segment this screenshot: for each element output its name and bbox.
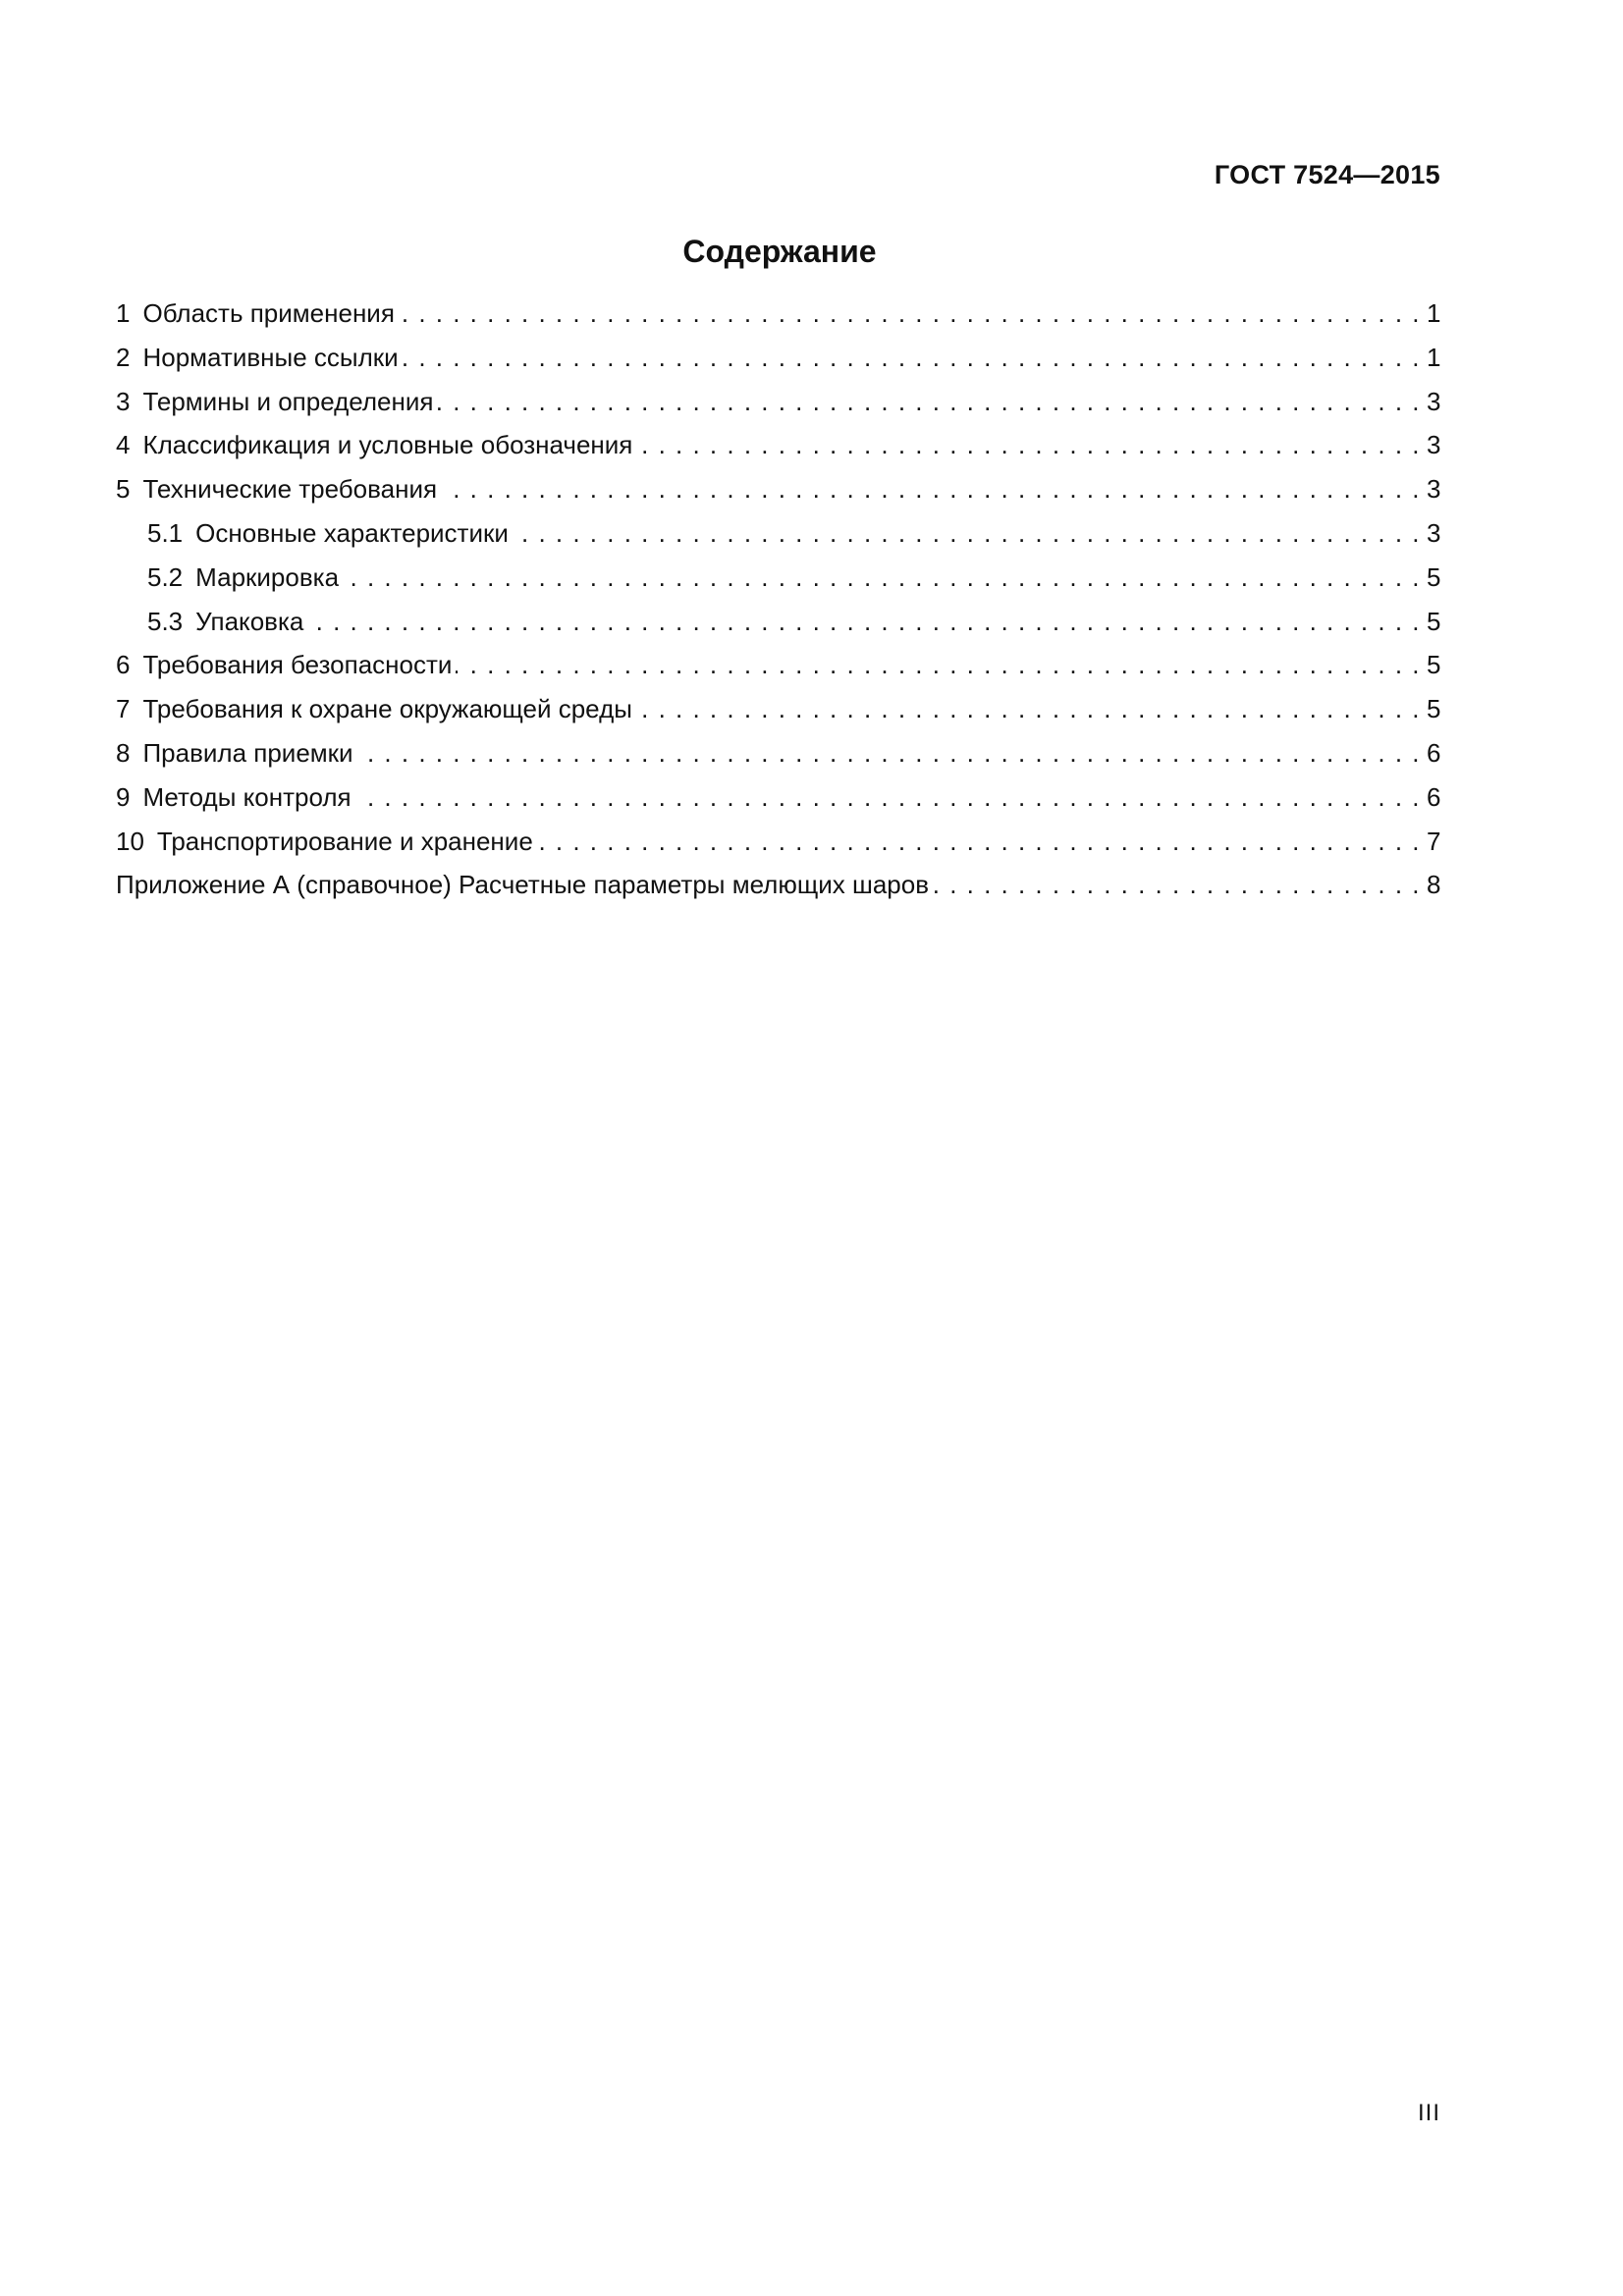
toc-entry-2[interactable] [116,343,1440,387]
table-of-contents [116,298,1440,914]
toc-entry-page: 5 [1427,650,1441,680]
dot-leader [933,870,1421,899]
toc-entry-page: 5 [1427,606,1441,636]
toc-entry-page: 1 [1427,342,1441,372]
toc-entry-7[interactable] [116,694,1440,738]
toc-entry-title: Маркировка [195,561,340,592]
toc-entry-number: 8 [116,737,131,768]
toc-entry-page: 5 [1427,694,1441,724]
toc-entry-page: 7 [1427,826,1441,856]
dot-leader [537,827,1421,856]
toc-entry-number: 10 [116,826,144,856]
toc-entry-appendix-a[interactable] [116,870,1440,914]
toc-entry-9[interactable] [116,782,1440,827]
toc-entry-8[interactable] [116,738,1440,782]
dot-leader [513,518,1421,548]
toc-entry-title: Транспортирование и хранение [156,826,533,856]
dot-leader [437,387,1421,416]
toc-entry-number: 1 [116,298,131,328]
toc-entry-title: Методы контроля [142,781,352,812]
dot-leader [307,607,1421,636]
toc-entry-number: 9 [116,781,131,812]
dot-leader [399,298,1421,328]
toc-entry-page: 6 [1427,737,1441,768]
toc-entry-5[interactable] [116,474,1440,518]
toc-entry-3[interactable] [116,387,1440,431]
toc-entry-1[interactable] [116,298,1440,343]
toc-entry-title: Нормативные ссылки [142,342,399,372]
toc-entry-page: 5 [1427,561,1441,592]
toc-entry-page: 6 [1427,781,1441,812]
toc-entry-number: 3 [116,386,131,416]
toc-entry-5-1[interactable] [116,518,1440,562]
toc-entry-title: Требования безопасности [142,650,453,680]
dot-leader [636,430,1421,459]
toc-entry-page: 1 [1427,298,1441,328]
dot-leader [343,562,1421,592]
toc-entry-5-2[interactable] [116,562,1440,607]
toc-entry-title: Классификация и условные обозначения [142,430,633,460]
toc-entry-page: 3 [1427,517,1441,548]
toc-entry-number: 7 [116,694,131,724]
toc-entry-title: Основные характеристики [195,517,509,548]
toc-entry-number: 6 [116,650,131,680]
dot-leader [403,343,1421,372]
toc-entry-5-3[interactable] [116,607,1440,651]
toc-entry-page: 3 [1427,386,1441,416]
dot-leader [441,474,1421,504]
toc-title: Содержание [682,234,877,269]
toc-entry-title: Правила приемки [142,737,353,768]
toc-entry-title: Требования к охране окружающей среды [142,694,632,724]
page-number: III [1417,2100,1440,2126]
toc-entry-10[interactable] [116,827,1440,871]
toc-entry-page: 3 [1427,430,1441,460]
toc-entry-page: 3 [1427,474,1441,505]
dot-leader [355,782,1421,812]
dot-leader [357,738,1421,768]
toc-entry-number: 5.1 [147,517,184,548]
toc-entry-6[interactable] [116,650,1440,694]
dot-leader [636,694,1421,723]
toc-entry-number: 5.3 [147,606,184,636]
toc-entry-title: Упаковка [195,606,304,636]
toc-entry-number: 5 [116,474,131,505]
toc-entry-title: Технические требования [142,474,438,505]
toc-entry-number: 5.2 [147,561,184,592]
toc-entry-page: 8 [1427,870,1441,900]
toc-entry-title: Термины и определения [142,386,434,416]
toc-entry-number: 2 [116,342,131,372]
toc-entry-title: Приложение А (справочное) Расчетные параметры мелющих шаров [116,870,930,900]
toc-entry-number: 4 [116,430,131,460]
toc-entry-4[interactable] [116,430,1440,474]
document-code: ГОСТ 7524—2015 [1214,160,1440,189]
dot-leader [456,650,1421,679]
toc-entry-title: Область применения [142,298,395,328]
